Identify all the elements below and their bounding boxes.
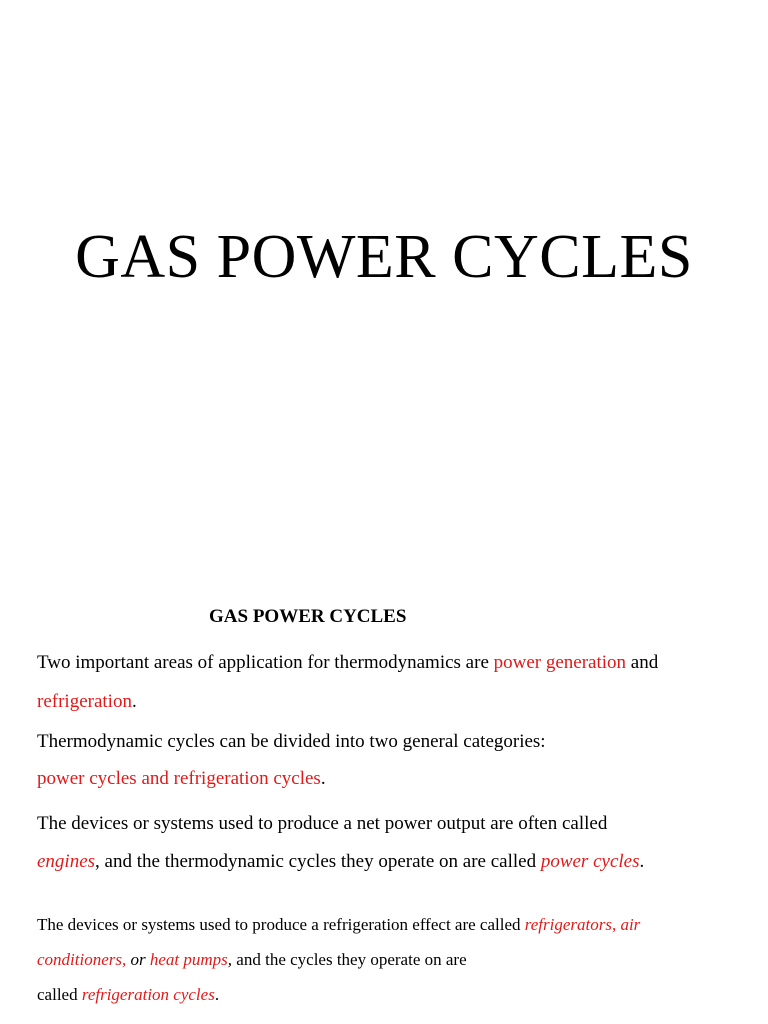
text-run: Two important areas of application for thermodynamics are (37, 652, 494, 673)
section-heading: GAS POWER CYCLES (209, 606, 407, 627)
text-run: and the cycles they operate on are (232, 950, 467, 969)
paragraph-4-line-2 (37, 949, 467, 971)
highlight-refrigerators: refrigerators, air (524, 915, 641, 934)
highlight-power-cycles: power cycles (540, 851, 640, 872)
text-run: Thermodynamic cycles can be divided into two general categories: (37, 731, 546, 752)
text-run: , (227, 950, 233, 969)
highlight-air-conditioners: conditioners, (37, 950, 127, 969)
cover-title: GAS POWER CYCLES (75, 223, 693, 291)
text-run: The devices or systems used to produce a net power output are often called (37, 813, 608, 834)
highlight-refrigeration-cycles: refrigeration cycles (81, 985, 215, 1004)
highlight-power-generation: power generation (493, 652, 627, 673)
text-run: , and the thermodynamic cycles they operate on are called (95, 851, 541, 872)
text-run: or (126, 950, 150, 969)
highlight-heat-pumps: heat pumps (149, 950, 228, 969)
paragraph-3-line-1 (37, 812, 607, 836)
text-run: . (214, 985, 220, 1004)
paragraph-3-line-2 (37, 850, 644, 874)
text-run: called (37, 985, 82, 1004)
paragraph-4-line-1 (37, 914, 640, 936)
text-run: . (639, 851, 645, 872)
text-run: and (626, 652, 659, 673)
paragraph-2-line-1 (37, 730, 546, 754)
text-run: The devices or systems used to produce a refrigeration effect are called (37, 915, 525, 934)
highlight-refrigeration: refrigeration (37, 691, 132, 712)
text-run: . (131, 691, 137, 712)
highlight-cycle-categories: power cycles and refrigeration cycles (37, 768, 321, 789)
paragraph-1-line-2 (37, 690, 137, 714)
text-run: . (320, 768, 326, 789)
highlight-engines: engines (37, 851, 96, 872)
paragraph-2-line-2 (37, 767, 326, 791)
paragraph-4-line-3 (37, 984, 219, 1006)
paragraph-1-line-1 (37, 651, 658, 675)
